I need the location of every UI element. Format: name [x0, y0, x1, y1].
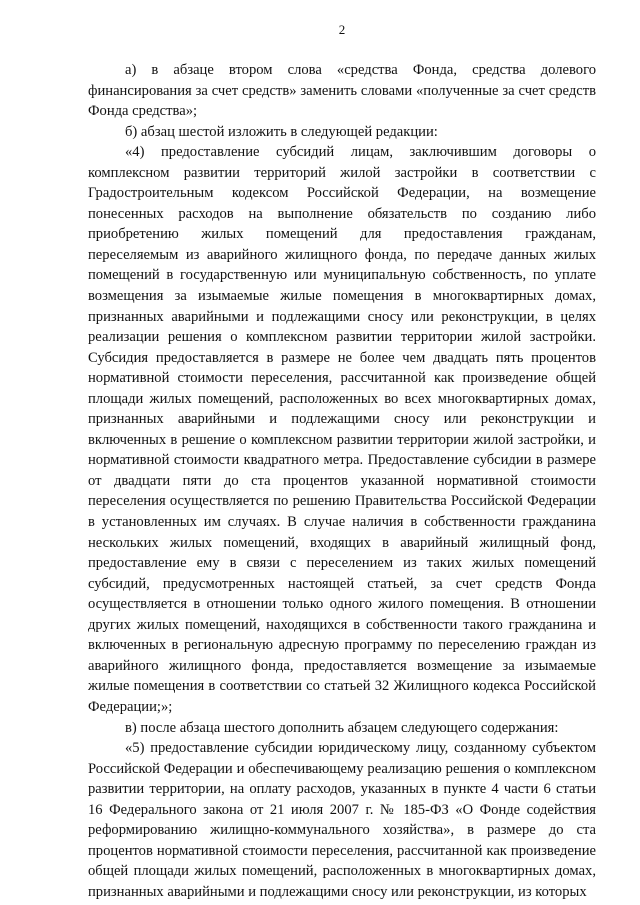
paragraph-a: а) в абзаце втором слова «средства Фонда, средства долевого финансирования за счет средств» заменить словами «полученные за счет средств Фонда средства»; [88, 62, 596, 120]
document-page [88, 22, 596, 902]
paragraph-item-4: «4) предоставление субсидий лицам, заключившим договоры о комплексном развитии территорий жилой застройки в соответствии с Градостроительным кодексом Российской Федерации, на возмещение понесенных расходов на выполнение обязательств по созданию либо приобретению жилых помещений для предоставления гражданам, переселяемым из аварийного жилищного фонда, по передаче данных жилых помещений в государственную или муниципальную собственность, по уплате возмещения за изымаемые жилые помещения в многоквартирных домах, признанных аварийными и подлежащими сносу или реконструкции, в целях реализации решения о комплексном развитии территории жилой застройки. Субсидия предоставляется в размере не более чем двадцать пять процентов нормативной стоимости переселения, рассчитанной как произведение общей площади жилых помещений, расположенных во всех многоквартирных домах, признанных аварийными и подлежащими сносу или реконструкции и включенных в решение о комплексном развитии территории жилой застройки, и нормативной стоимости квадратного метра. Предоставление субсидии в размере от двадцати пяти до ста процентов указанной нормативной стоимости переселения осуществляется по решению Правительства Российской Федерации в установленных им случаях. В случае наличия в собственности гражданина нескольких жилых помещений, входящих в аварийный жилищный фонд, предоставление ему в связи с переселением из таких жилых помещений субсидий, предусмотренных настоящей статьей, за счет средств Фонда осуществляется в отношении только одного жилого помещения. В отношении других жилых помещений, находящихся в собственности такого гражданина и включенных в региональную адресную программу по переселению граждан из аварийного жилищного фонда, предоставляется возмещение за изымаемые жилые помещения в соответствии со статьей 32 Жилищного кодекса Российской Федерации;»; [88, 144, 596, 715]
page-number: 2 [338, 22, 346, 37]
paragraph-item-5: «5) предоставление субсидии юридическому лицу, созданному субъектом Российской Федерации и обеспечивающему реализацию решения о комплексном развитии территории, на оплату расходов, указанных в пункте 4 части 6 статьи 16 Федерального закона от 21 июля 2007 г. № 185-ФЗ «О Фонде содействия реформированию жилищно-коммунального хозяйства», в размере до ста процентов нормативной стоимости переселения, рассчитанной как произведение общей площади жилых помещений, расположенных в многоквартирных домах, признанных аварийными и подлежащими сносу или реконструкции, из которых [88, 740, 596, 900]
paragraph-b: б) абзац шестой изложить в следующей редакции: [125, 123, 438, 140]
paragraph-v: в) после абзаца шестого дополнить абзацем следующего содержания: [125, 719, 559, 736]
